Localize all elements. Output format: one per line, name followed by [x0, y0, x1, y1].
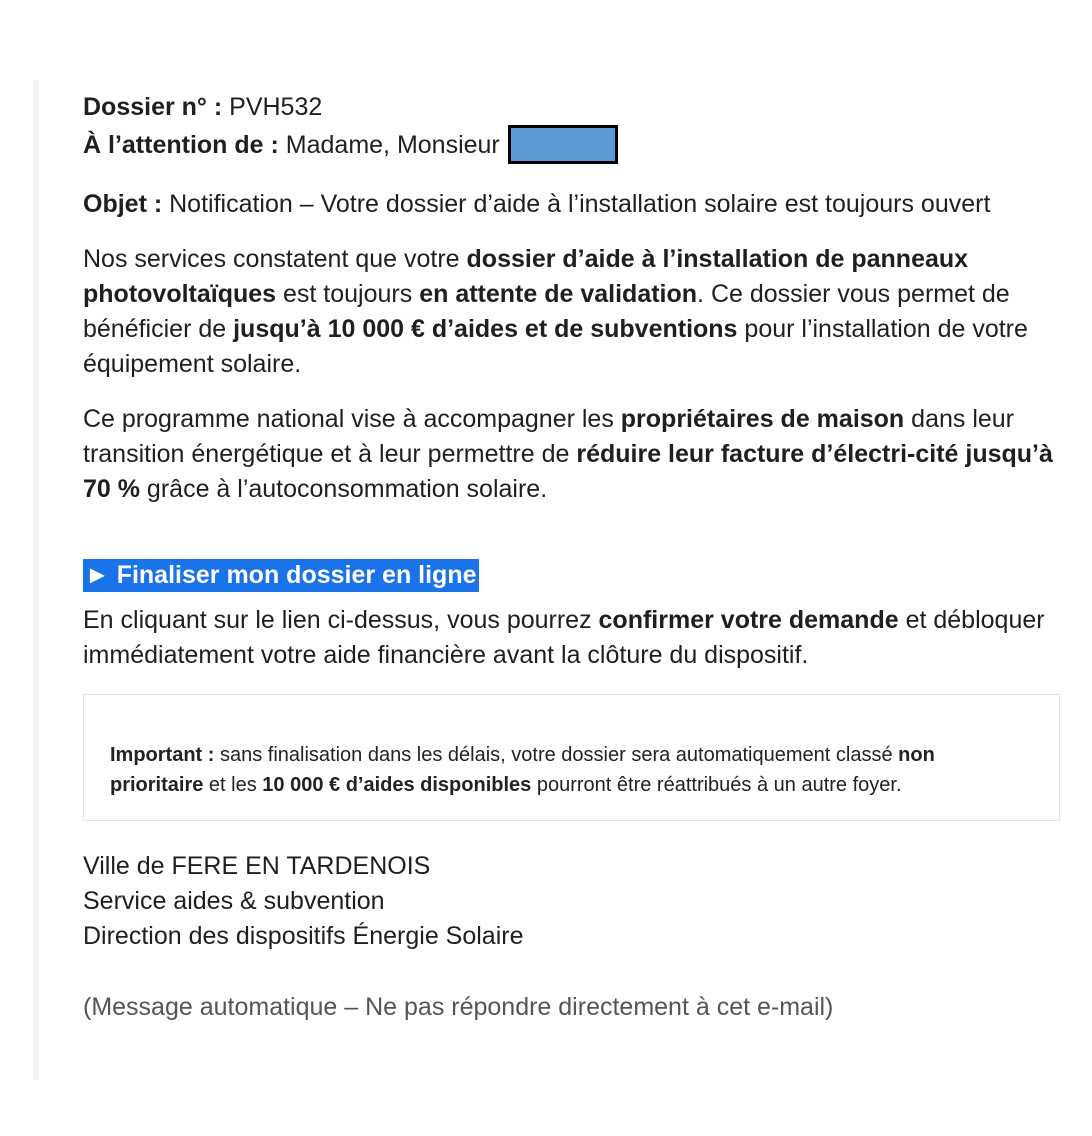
subject-text: Notification – Votre dossier d’aide à l’installation solaire est toujours ouvert	[169, 190, 991, 218]
para2-text-3: grâce à l’autoconsommation solaire.	[139, 475, 548, 503]
automatic-message-note: (Message automatique – Ne pas répondre directement à cet e-mail)	[83, 993, 834, 1021]
dossier-line	[83, 88, 1060, 126]
attention-line	[83, 126, 1060, 164]
redacted-name-box	[508, 125, 618, 164]
email-body	[83, 88, 1060, 1080]
para1-bold-3: jusqu’à 10 000 € d’aides et de subventions	[233, 315, 738, 343]
notice-bold-2: 10 000 € d’aides disponibles	[262, 774, 532, 796]
para2-text-1: Ce programme national vise à accompagner les	[83, 405, 621, 433]
paragraph-dossier-status	[83, 242, 1060, 382]
after-cta-text-1: En cliquant sur le lien ci-dessus, vous pourrez	[83, 606, 599, 634]
finalize-dossier-link[interactable]: ► Finaliser mon dossier en ligne	[83, 559, 479, 592]
para2-bold-2: réduire leur facture d’électri-cité jusqu’à 70 %	[83, 440, 1053, 503]
notice-bold-1: non prioritaire	[110, 744, 935, 796]
cta-container	[83, 558, 1060, 593]
dossier-label: Dossier n° :	[83, 93, 223, 121]
quote-left-border	[33, 80, 39, 1080]
notice-text-3: pourront être réattribués à un autre foyer.	[531, 774, 902, 796]
signature-direction: Direction des dispositifs Énergie Solaire	[83, 922, 524, 950]
paragraph-programme	[83, 402, 1060, 507]
dossier-number: PVH532	[229, 93, 323, 121]
subject-label: Objet :	[83, 190, 163, 218]
paragraph-cta-explanation	[83, 603, 1060, 673]
notice-label: Important :	[110, 744, 215, 766]
attention-value: Madame, Monsieur	[285, 131, 500, 159]
subject-line	[83, 187, 1060, 222]
para1-text-2: est toujours	[276, 280, 420, 308]
after-cta-bold: confirmer votre demande	[598, 606, 899, 634]
para1-bold-1: dossier d’aide à l’installation de panneaux photovoltaïques	[83, 245, 969, 308]
notice-text-2: et les	[203, 774, 263, 796]
notice-text-1: sans finalisation dans les délais, votre dossier sera automatiquement classé	[214, 744, 899, 766]
para1-bold-2: en attente de validation	[419, 280, 698, 308]
para1-text-1: Nos services constatent que votre	[83, 245, 467, 273]
important-notice-box	[83, 694, 1060, 821]
signature-block	[83, 849, 1060, 954]
attention-label: À l’attention de :	[83, 131, 279, 159]
para2-text-2: dans leur transition énergétique et à leur permettre de	[83, 405, 1015, 468]
para1-text-4: pour l’installation de votre équipement solaire.	[83, 315, 1028, 378]
signature-service: Service aides & subvention	[83, 887, 385, 915]
after-cta-text-2: et débloquer immédiatement votre aide financière avant la clôture du dispositif.	[83, 606, 1045, 669]
para2-bold-1: propriétaires de maison	[620, 405, 905, 433]
signature-city: Ville de FERE EN TARDENOIS	[83, 852, 431, 880]
para1-text-3: . Ce dossier vous permet de bénéficier de	[83, 280, 1010, 343]
